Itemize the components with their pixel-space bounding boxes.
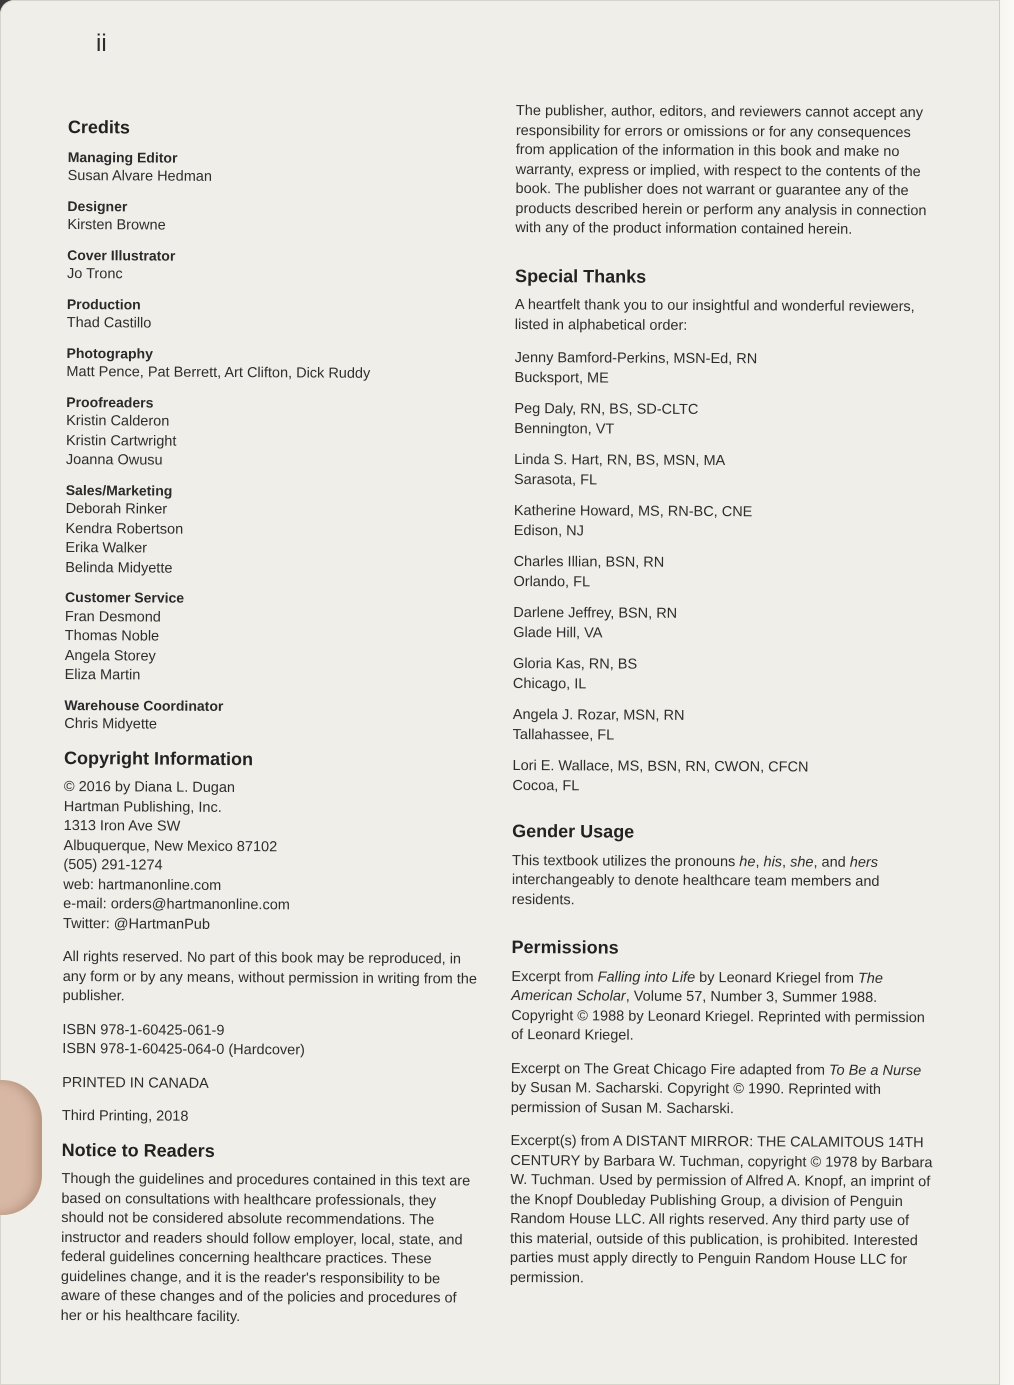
reviewer-location: Cocoa, FL bbox=[512, 777, 580, 794]
credit-name: Chris Midyette bbox=[64, 715, 158, 733]
credit-name: Thad Castillo bbox=[66, 314, 152, 332]
reviewer-entry bbox=[512, 757, 937, 798]
copyright-line: (505) 291-1274 bbox=[63, 856, 163, 874]
credit-role bbox=[67, 294, 487, 336]
right-column bbox=[510, 102, 941, 1304]
credit-role-title: Production bbox=[66, 295, 141, 312]
credit-name: Angela Storey bbox=[64, 647, 156, 665]
copyright-line: Twitter: @HartmanPub bbox=[63, 915, 211, 933]
rights-statement: All rights reserved. No part of this book may be reproduced, in any form or by any means, without permission in writing from the publisher. bbox=[62, 948, 478, 1005]
gender-text: This textbook utilizes the pronouns he, his, she, and hers interchangeably to denote healthcare team members and residents. bbox=[511, 852, 880, 908]
credit-name: Joanna Owusu bbox=[65, 451, 163, 469]
reviewer-entry bbox=[513, 604, 938, 645]
reviewer-name: Angela J. Rozar, MSN, RN bbox=[512, 706, 685, 724]
reviewer-name: Peg Daly, RN, BS, SD-CLTC bbox=[514, 400, 699, 418]
credit-name: Thomas Noble bbox=[64, 627, 160, 645]
credit-name: Susan Alvare Hedman bbox=[67, 167, 212, 185]
thanks-heading: Special Thanks bbox=[515, 265, 647, 287]
printed-in: PRINTED IN CANADA bbox=[62, 1074, 209, 1092]
credit-name: Matt Pence, Pat Berrett, Art Clifton, Dick Ruddy bbox=[66, 363, 371, 382]
reviewer-location: Glade Hill, VA bbox=[513, 624, 603, 641]
credit-role bbox=[67, 245, 487, 287]
reviewer-location: Chicago, IL bbox=[512, 675, 587, 692]
reviewer-location: Bucksport, ME bbox=[514, 369, 609, 386]
reviewer-location: Tallahassee, FL bbox=[512, 726, 615, 744]
copyright-line: e-mail: orders@hartmanonline.com bbox=[63, 895, 290, 914]
reviewer-entry bbox=[515, 349, 940, 390]
permissions-heading: Permissions bbox=[511, 936, 619, 958]
thumb bbox=[0, 1080, 42, 1215]
copyright-line: 1313 Iron Ave SW bbox=[63, 817, 181, 835]
credit-role bbox=[65, 480, 486, 580]
reviewer-location: Orlando, FL bbox=[513, 573, 591, 590]
credit-role-title: Cover Illustrator bbox=[67, 246, 176, 264]
permission-3: Excerpt(s) from A DISTANT MIRROR: THE CALAMITOUS 14TH CENTURY by Barbara W. Tuchman, copyright © 1978 by Barbara W. Tuchman. Used by permission of Alfred A. Knopf, an imprint of the Knopf Doubleday Publishing Group, a division of Penguin Random House LLC. All rights reserved. Any third party use of this material, outside of this publication, is prohibited. Interested parties must apply directly to Penguin Random House LLC for permission. bbox=[509, 1132, 933, 1286]
permission-2: Excerpt on The Great Chicago Fire adapted from To Be a Nurse by Susan M. Sacharski. Copyright © 1990. Reprinted with permission of Susan M. Sacharski. bbox=[510, 1060, 922, 1117]
copyright-line: Albuquerque, New Mexico 87102 bbox=[63, 837, 278, 855]
credit-role-title: Photography bbox=[66, 344, 153, 362]
credits-list bbox=[64, 147, 488, 737]
credit-name: Kristin Cartwright bbox=[65, 432, 177, 450]
notice-text: Though the guidelines and procedures contained in this text are based on consultations with healthcare professionals, they should not be considered absolute recommendations. The instructor and readers should follow employer, local, state, and federal guidelines concerning healthcare practices. These guidelines change, and it is the reader's responsibility to be aware of these changes and of the policies and procedures of her or his healthcare facility. bbox=[60, 1170, 471, 1325]
reviewer-entry bbox=[513, 706, 938, 747]
printing: Third Printing, 2018 bbox=[61, 1107, 189, 1125]
copyright-lines bbox=[63, 778, 484, 937]
isbn-1: ISBN 978-1-60425-061-9 bbox=[62, 1021, 225, 1039]
reviewer-entry bbox=[513, 553, 938, 594]
credit-name: Eliza Martin bbox=[64, 666, 141, 684]
credit-name: Fran Desmond bbox=[64, 608, 161, 626]
reviewer-name: Katherine Howard, MS, RN-BC, CNE bbox=[513, 502, 753, 521]
copyright-line: Hartman Publishing, Inc. bbox=[63, 798, 222, 816]
copyright-line: © 2016 by Diana L. Dugan bbox=[63, 778, 236, 797]
reviewer-name: Jenny Bamford-Perkins, MSN-Ed, RN bbox=[514, 349, 758, 368]
credit-name: Kirsten Browne bbox=[67, 216, 166, 234]
reviewer-list bbox=[512, 349, 939, 798]
credit-role bbox=[64, 695, 484, 737]
reviewer-entry bbox=[513, 655, 938, 696]
credit-role-title: Designer bbox=[67, 197, 128, 214]
credit-name: Jo Tronc bbox=[66, 265, 123, 283]
reviewer-entry bbox=[514, 502, 939, 543]
credit-role-title: Sales/Marketing bbox=[65, 481, 173, 499]
copyright-heading: Copyright Information bbox=[64, 747, 254, 769]
notice-heading: Notice to Readers bbox=[61, 1139, 215, 1161]
reviewer-name: Lori E. Wallace, MS, BSN, RN, CWON, CFCN bbox=[512, 757, 809, 776]
credit-name: Belinda Midyette bbox=[65, 559, 173, 577]
credit-name: Kendra Robertson bbox=[65, 520, 184, 538]
credit-role-title: Warehouse Coordinator bbox=[64, 696, 224, 714]
credit-role bbox=[67, 196, 487, 238]
credit-role bbox=[66, 392, 486, 473]
reviewer-entry bbox=[514, 451, 939, 492]
gender-heading: Gender Usage bbox=[512, 820, 635, 842]
credit-role bbox=[65, 588, 486, 688]
credit-name: Kristin Calderon bbox=[66, 412, 170, 430]
credit-role-title: Customer Service bbox=[65, 588, 185, 606]
isbn-2: ISBN 978-1-60425-064-0 (Hardcover) bbox=[62, 1040, 305, 1059]
reviewer-name: Charles Illian, BSN, RN bbox=[513, 553, 665, 571]
disclaimer-text: The publisher, author, editors, and reviewers cannot accept any responsibility for errors or omissions or for any consequences from application of the information in this book and make no warranty, express or implied, with respect to the contents of the book. The publisher does not warrant or guarantee any of the products described herein or perform any analysis in connection with any of the product information contained herein. bbox=[515, 102, 927, 238]
credit-role-title: Managing Editor bbox=[67, 148, 178, 166]
credit-role bbox=[68, 147, 488, 189]
reviewer-name: Gloria Kas, RN, BS bbox=[513, 655, 638, 673]
permission-1: Excerpt from Falling into Life by Leonard Kriegel from The American Scholar, Volume 57, Number 3, Summer 1988. Copyright © 1988 by Leonard Kriegel. Reprinted with permission of Leonard Kriegel. bbox=[511, 968, 925, 1044]
next-page-edge bbox=[999, 0, 1014, 1385]
left-column bbox=[61, 118, 488, 1343]
credit-role bbox=[66, 343, 486, 385]
reviewer-location: Sarasota, FL bbox=[513, 471, 598, 488]
reviewer-name: Linda S. Hart, RN, BS, MSN, MA bbox=[514, 451, 726, 470]
page-number: ii bbox=[96, 30, 107, 57]
credits-heading: Credits bbox=[67, 117, 131, 138]
reviewer-location: Edison, NJ bbox=[513, 522, 584, 539]
copyright-line: web: hartmanonline.com bbox=[63, 876, 222, 894]
reviewer-entry bbox=[514, 400, 939, 441]
thanks-intro: A heartfelt thank you to our insightful and wonderful reviewers, listed in alphabetical order: bbox=[514, 296, 915, 334]
credit-name: Erika Walker bbox=[65, 539, 148, 557]
reviewer-name: Darlene Jeffrey, BSN, RN bbox=[513, 604, 678, 622]
credit-role-title: Proofreaders bbox=[66, 393, 154, 411]
reviewer-location: Bennington, VT bbox=[514, 420, 615, 438]
credit-name: Deborah Rinker bbox=[65, 500, 168, 518]
